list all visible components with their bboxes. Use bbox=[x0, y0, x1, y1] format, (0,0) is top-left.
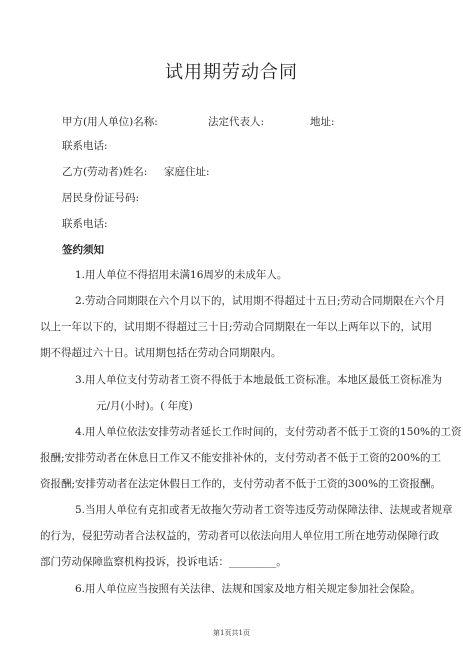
notice-item-2-line-3: 期不得超过六十日。试用期包括在劳动合同期限内。 bbox=[40, 347, 282, 359]
notice-item-4-line-1: 4.用人单位依法安排劳动者延长工作时间的，支付劳动者不低于工资的150%的工资 bbox=[75, 426, 462, 438]
notice-item-1-line-1: 1.用人单位不得招用未满16周岁的未成年人。 bbox=[75, 269, 288, 281]
party-a-phone-label: 联系电话: bbox=[62, 140, 108, 152]
notice-item-4-line-2: 报酬;安排劳动者在休息日工作又不能安排补休的，支付劳动者不低于工资的200%的工 bbox=[40, 452, 442, 464]
page-number-footer: 第1页共1页 bbox=[213, 629, 250, 637]
notice-item-6-line-1: 6.用人单位应当按照有关法律、法规和国家及地方相关规定参加社会保险。 bbox=[75, 583, 422, 595]
document-title: 试用期劳动合同 bbox=[165, 62, 298, 83]
party-a-name-label: 甲方(用人单位)名称: bbox=[62, 116, 158, 128]
home-address-label: 家庭住址: bbox=[164, 166, 210, 178]
id-number-label: 居民身份证号码: bbox=[62, 192, 140, 204]
notice-item-5-line-3: 部门劳动保障监察机构投诉，投诉电话：_________。 bbox=[40, 556, 287, 568]
party-b-name-label: 乙方(劳动者)姓名: bbox=[62, 166, 148, 178]
notice-item-2-line-2: 以上一年以下的，试用期不得超过三十日;劳动合同期限在一年以上两年以下的，试用 bbox=[40, 321, 433, 333]
notice-item-3-line-1: 3.用人单位支付劳动者工资不得低于本地最低工资标准。本地区最低工资标准为 bbox=[75, 374, 443, 386]
notice-item-5-line-1: 5.当用人单位有克扣或者无故拖欠劳动者工资等违反劳动保障法律、法规或者规章 bbox=[75, 504, 453, 516]
notice-item-2-line-1: 2.劳动合同期限在六个月以下的，试用期不得超过十五日;劳动合同期限在六个月 bbox=[75, 295, 446, 307]
address-label: 地址: bbox=[310, 116, 335, 128]
party-b-phone-label: 联系电话: bbox=[62, 218, 108, 230]
notice-heading: 签约须知 bbox=[62, 244, 104, 256]
legal-rep-label: 法定代表人: bbox=[208, 116, 265, 128]
notice-item-3-line-2: 元/月(小时)。( 年度) bbox=[96, 400, 193, 412]
notice-item-5-line-2: 的行为，侵犯劳动者合法权益的，劳动者可以依法向用人单位用工所在地劳动保障行政 bbox=[40, 530, 439, 542]
notice-item-4-line-3: 资报酬;安排劳动者在法定休假日工作的，支付劳动者不低于工资的300%的工资报酬。 bbox=[40, 478, 442, 490]
